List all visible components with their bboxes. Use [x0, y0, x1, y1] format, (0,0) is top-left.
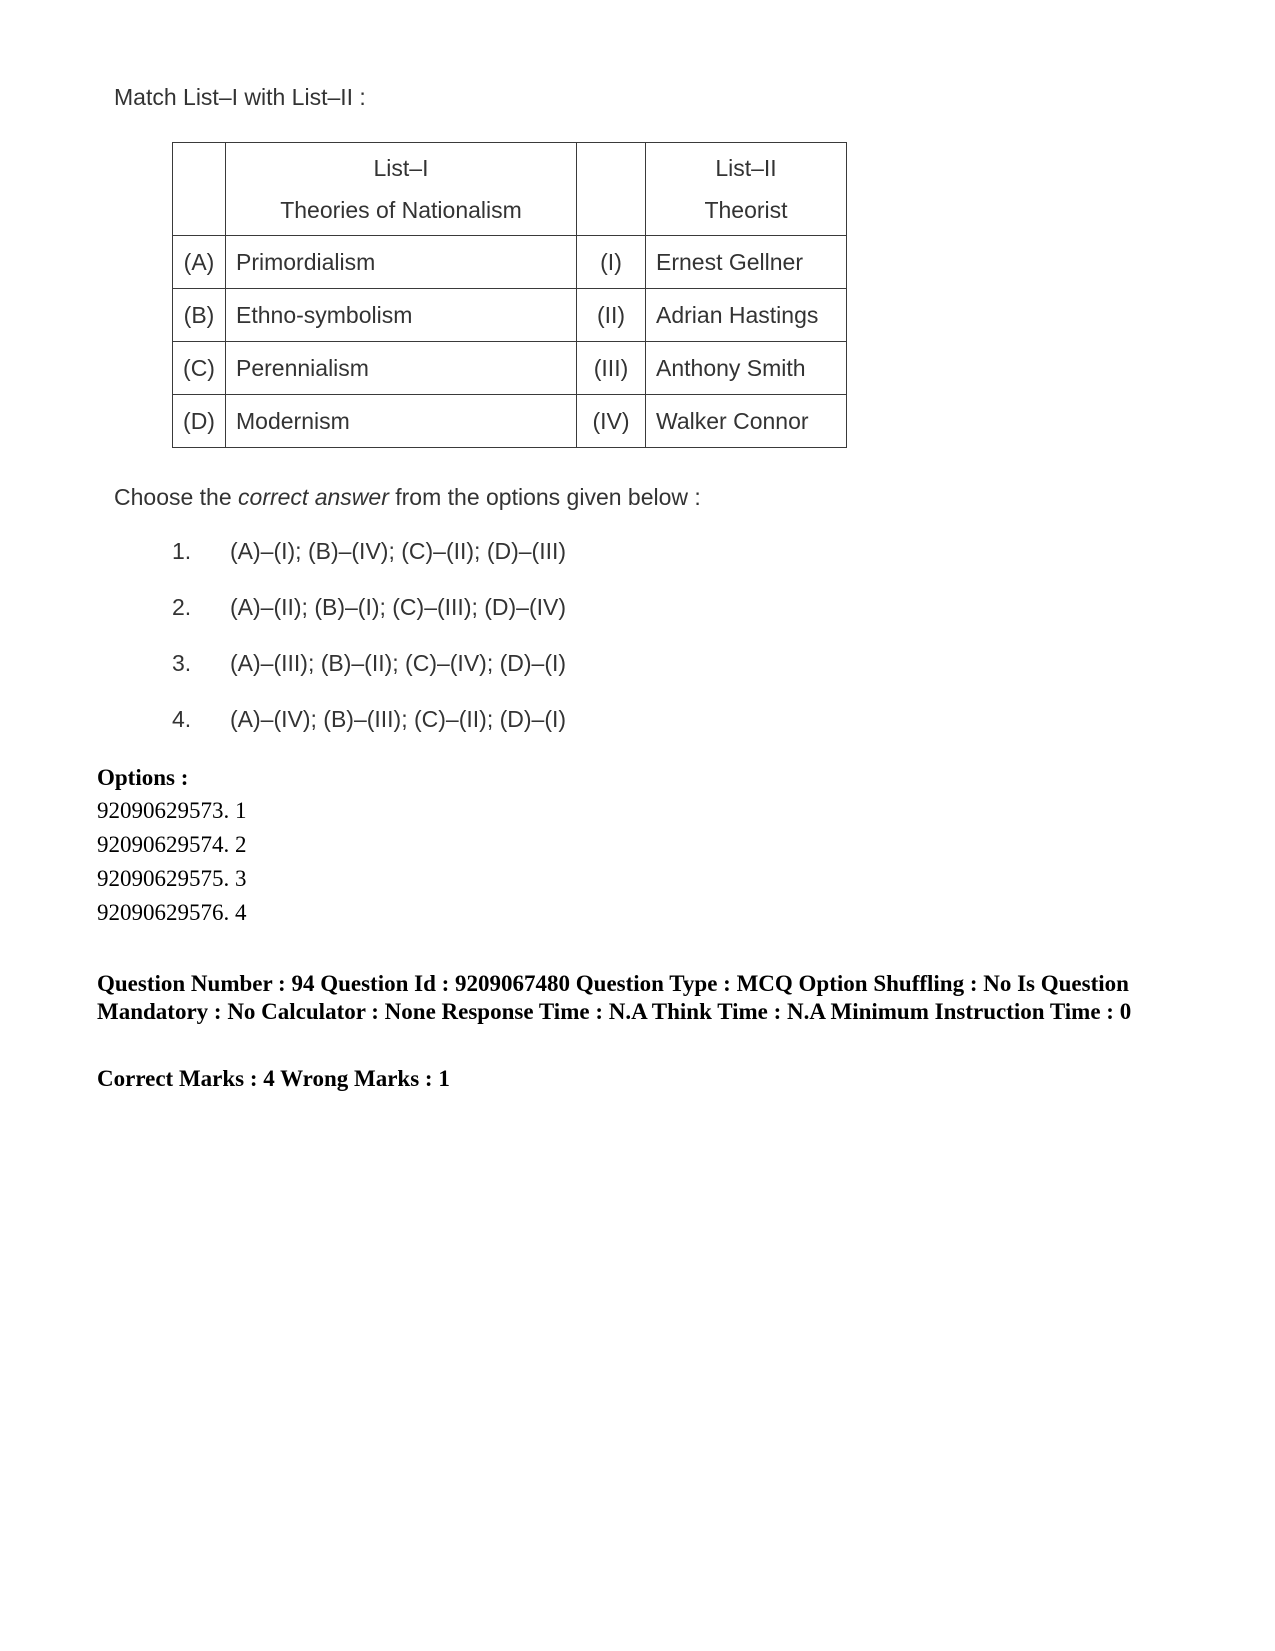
question-instruction: Match List–I with List–II :	[114, 84, 366, 110]
choice-number: 1.	[172, 538, 192, 564]
marks-info: Correct Marks : 4 Wrong Marks : 1	[97, 1066, 450, 1091]
row-theory: Perennialism	[226, 342, 577, 395]
table-row	[173, 236, 847, 289]
row-theory: Ethno-symbolism	[226, 289, 577, 342]
choice-item	[172, 594, 566, 650]
list-one-header	[226, 143, 577, 236]
option-list	[97, 797, 247, 933]
list-two-header	[646, 143, 847, 236]
choice-text: (A)–(IV); (B)–(III); (C)–(II); (D)–(I)	[230, 706, 567, 732]
choice-text: (A)–(II); (B)–(I); (C)–(III); (D)–(IV)	[230, 594, 567, 620]
list-two-title: List–II	[715, 155, 777, 181]
row-letter: (C)	[173, 342, 226, 395]
row-roman: (II)	[577, 289, 646, 342]
row-theorist: Walker Connor	[646, 395, 847, 448]
row-theory: Primordialism	[226, 236, 577, 289]
row-theorist: Adrian Hastings	[646, 289, 847, 342]
header-empty-cell	[577, 143, 646, 236]
choice-number: 3.	[172, 650, 192, 676]
row-letter: (D)	[173, 395, 226, 448]
table-row	[173, 342, 847, 395]
choice-text: (A)–(I); (B)–(IV); (C)–(II); (D)–(III)	[230, 538, 567, 564]
row-theorist: Ernest Gellner	[646, 236, 847, 289]
table-row	[173, 289, 847, 342]
option-item: 92090629573. 1	[97, 798, 247, 823]
options-heading: Options :	[97, 765, 189, 790]
choose-prefix: Choose the	[114, 484, 239, 510]
choose-emphasis: correct answer	[238, 484, 389, 510]
row-roman: (III)	[577, 342, 646, 395]
choice-item	[172, 650, 566, 706]
row-theorist: Anthony Smith	[646, 342, 847, 395]
choice-number: 4.	[172, 706, 192, 732]
list-one-subtitle: Theories of Nationalism	[280, 197, 522, 223]
question-metadata: Question Number : 94 Question Id : 9209067480 Question Type : MCQ Option Shuffling : No Is Question Mandatory : No Calculator : None Response Time : N.A Think Time : N.A Minimum Instruction Time : 0	[97, 971, 1132, 1024]
row-letter: (B)	[173, 289, 226, 342]
choice-text: (A)–(III); (B)–(II); (C)–(IV); (D)–(I)	[230, 650, 567, 676]
choose-instruction	[114, 484, 701, 511]
match-table-header	[173, 143, 847, 236]
header-empty-cell	[173, 143, 226, 236]
option-item: 92090629576. 4	[97, 900, 247, 925]
row-roman: (IV)	[577, 395, 646, 448]
table-row	[173, 395, 847, 448]
row-roman: (I)	[577, 236, 646, 289]
answer-choices	[172, 538, 566, 762]
choice-item	[172, 706, 566, 762]
choice-number: 2.	[172, 594, 192, 620]
list-two-subtitle: Theorist	[704, 197, 788, 223]
choose-suffix: from the options given below :	[388, 484, 701, 510]
option-item: 92090629575. 3	[97, 866, 247, 891]
question-image	[0, 0, 1275, 760]
option-item: 92090629574. 2	[97, 832, 247, 857]
list-one-title: List–I	[373, 155, 429, 181]
match-table	[172, 142, 847, 448]
row-letter: (A)	[173, 236, 226, 289]
row-theory: Modernism	[226, 395, 577, 448]
choice-item	[172, 538, 566, 594]
